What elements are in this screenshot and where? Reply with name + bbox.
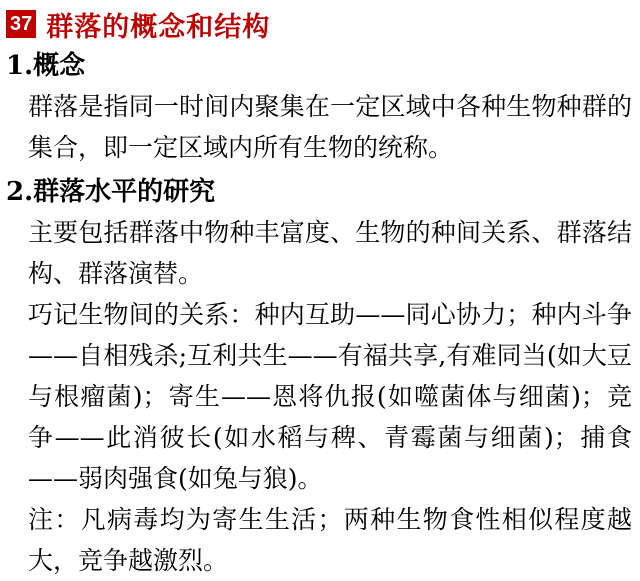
- note-paragraph: 注：凡病毒均为寄生生活；两种生物食性相似程度越大，竞争越激烈。: [28, 505, 632, 575]
- section-heading-horizontal-research: 2.群落水平的研究: [6, 177, 216, 207]
- research-content-paragraph: 主要包括群落中物种丰富度、生物的种间关系、群落结构、群落演替。: [28, 218, 632, 288]
- section-number-badge: 37: [6, 10, 36, 38]
- concept-paragraph: 群落是指同一时间内聚集在一定区域中各种生物种群的集合，即一定区域内所有生物的统称。: [28, 92, 632, 162]
- title-row: [6, 6, 632, 42]
- relationship-mnemonic-paragraph: 巧记生物间的关系：种内互助——同心协力；种内斗争——自相残杀;互利共生——有福共享,有难同当(如大豆与根瘤菌)；寄生——恩将仇报(如噬菌体与细菌)；竞争——此消彼长(如水稻与稗、青霉菌与细菌)；捕食——弱肉强食(如兔与狼)。: [28, 300, 632, 493]
- page-title: 群落的概念和结构: [46, 11, 271, 43]
- section-heading-concept: 1.概念: [6, 51, 86, 81]
